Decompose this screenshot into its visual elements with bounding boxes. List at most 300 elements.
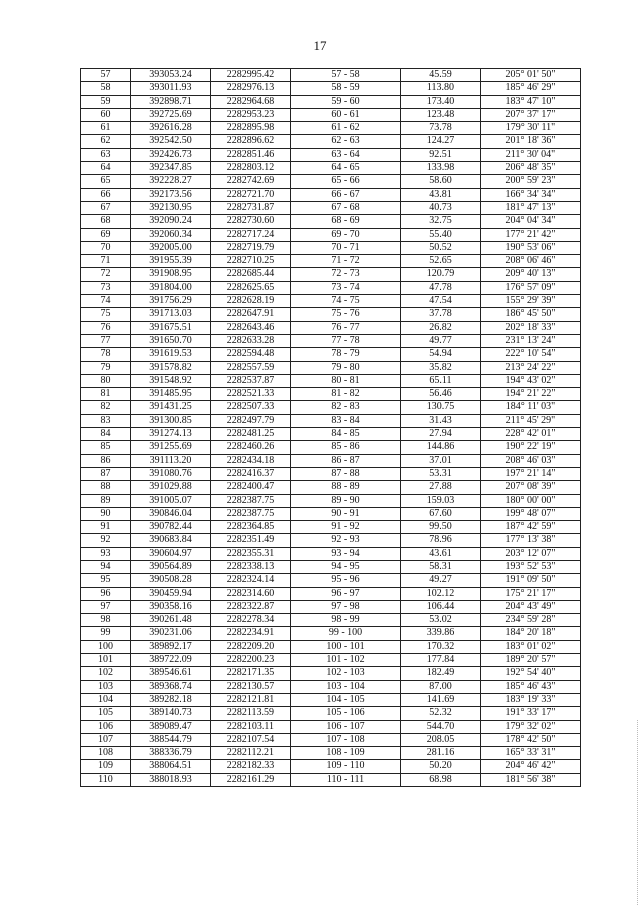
x-coordinate-cell: 389892.17 — [131, 640, 211, 653]
segment-cell: 61 - 62 — [291, 122, 401, 135]
length-cell: 54.94 — [401, 348, 481, 361]
y-coordinate-cell: 2282103.11 — [211, 720, 291, 733]
segment-cell: 104 - 105 — [291, 693, 401, 706]
x-coordinate-cell: 391619.53 — [131, 348, 211, 361]
segment-cell: 72 - 73 — [291, 268, 401, 281]
y-coordinate-cell: 2282130.57 — [211, 680, 291, 693]
length-cell: 130.75 — [401, 401, 481, 414]
length-cell: 55.40 — [401, 228, 481, 241]
point-number-cell: 99 — [81, 627, 131, 640]
y-coordinate-cell: 2282507.33 — [211, 401, 291, 414]
length-cell: 177.84 — [401, 654, 481, 667]
bearing-cell: 194° 21' 22" — [481, 388, 581, 401]
length-cell: 99.50 — [401, 521, 481, 534]
bearing-cell: 203° 12' 07" — [481, 547, 581, 560]
segment-cell: 106 - 107 — [291, 720, 401, 733]
x-coordinate-cell: 391804.00 — [131, 281, 211, 294]
y-coordinate-cell: 2282628.19 — [211, 295, 291, 308]
bearing-cell: 211° 30' 04" — [481, 148, 581, 161]
bearing-cell: 204° 43' 49" — [481, 600, 581, 613]
bearing-cell: 209° 40' 13" — [481, 268, 581, 281]
segment-cell: 110 - 111 — [291, 773, 401, 786]
scan-edge-mark — [635, 720, 638, 905]
y-coordinate-cell: 2282387.75 — [211, 507, 291, 520]
length-cell: 26.82 — [401, 321, 481, 334]
length-cell: 47.78 — [401, 281, 481, 294]
point-number-cell: 77 — [81, 334, 131, 347]
point-number-cell: 86 — [81, 454, 131, 467]
table-row — [81, 401, 581, 414]
segment-cell: 62 - 63 — [291, 135, 401, 148]
bearing-cell: 183° 01' 02" — [481, 640, 581, 653]
length-cell: 52.65 — [401, 255, 481, 268]
table-row — [81, 574, 581, 587]
x-coordinate-cell: 391113.20 — [131, 454, 211, 467]
length-cell: 73.78 — [401, 122, 481, 135]
length-cell: 281.16 — [401, 747, 481, 760]
y-coordinate-cell: 2282742.69 — [211, 175, 291, 188]
segment-cell: 71 - 72 — [291, 255, 401, 268]
y-coordinate-cell: 2282633.28 — [211, 334, 291, 347]
x-coordinate-cell: 391713.03 — [131, 308, 211, 321]
segment-cell: 102 - 103 — [291, 667, 401, 680]
length-cell: 31.43 — [401, 414, 481, 427]
y-coordinate-cell: 2282112.21 — [211, 747, 291, 760]
table-row — [81, 215, 581, 228]
point-number-cell: 101 — [81, 654, 131, 667]
x-coordinate-cell: 392173.56 — [131, 188, 211, 201]
point-number-cell: 88 — [81, 481, 131, 494]
segment-cell: 67 - 68 — [291, 201, 401, 214]
bearing-cell: 211° 45' 29" — [481, 414, 581, 427]
x-coordinate-cell: 389722.09 — [131, 654, 211, 667]
x-coordinate-cell: 391431.25 — [131, 401, 211, 414]
table-row — [81, 374, 581, 387]
y-coordinate-cell: 2282594.48 — [211, 348, 291, 361]
x-coordinate-cell: 391485.95 — [131, 388, 211, 401]
point-number-cell: 102 — [81, 667, 131, 680]
point-number-cell: 60 — [81, 108, 131, 121]
bearing-cell: 206° 48' 35" — [481, 162, 581, 175]
x-coordinate-cell: 391578.82 — [131, 361, 211, 374]
table-row — [81, 560, 581, 573]
y-coordinate-cell: 2282803.12 — [211, 162, 291, 175]
y-coordinate-cell: 2282643.46 — [211, 321, 291, 334]
x-coordinate-cell: 392542.50 — [131, 135, 211, 148]
point-number-cell: 107 — [81, 733, 131, 746]
length-cell: 50.52 — [401, 241, 481, 254]
table-row — [81, 773, 581, 786]
y-coordinate-cell: 2282537.87 — [211, 374, 291, 387]
table-row — [81, 481, 581, 494]
x-coordinate-cell: 391029.88 — [131, 481, 211, 494]
y-coordinate-cell: 2282976.13 — [211, 82, 291, 95]
x-coordinate-cell: 388544.79 — [131, 733, 211, 746]
table-row — [81, 614, 581, 627]
point-number-cell: 69 — [81, 228, 131, 241]
segment-cell: 93 - 94 — [291, 547, 401, 560]
point-number-cell: 97 — [81, 600, 131, 613]
bearing-cell: 200° 59' 23" — [481, 175, 581, 188]
segment-cell: 64 - 65 — [291, 162, 401, 175]
table-row — [81, 122, 581, 135]
table-row — [81, 281, 581, 294]
x-coordinate-cell: 390459.94 — [131, 587, 211, 600]
length-cell: 170.32 — [401, 640, 481, 653]
y-coordinate-cell: 2282964.68 — [211, 95, 291, 108]
point-number-cell: 103 — [81, 680, 131, 693]
length-cell: 141.69 — [401, 693, 481, 706]
y-coordinate-cell: 2282364.85 — [211, 521, 291, 534]
segment-cell: 103 - 104 — [291, 680, 401, 693]
segment-cell: 75 - 76 — [291, 308, 401, 321]
x-coordinate-cell: 391756.29 — [131, 295, 211, 308]
bearing-cell: 175° 21' 17" — [481, 587, 581, 600]
point-number-cell: 94 — [81, 560, 131, 573]
bearing-cell: 191° 33' 17" — [481, 707, 581, 720]
table-row — [81, 414, 581, 427]
point-number-cell: 104 — [81, 693, 131, 706]
bearing-cell: 184° 20' 18" — [481, 627, 581, 640]
table-row — [81, 255, 581, 268]
segment-cell: 90 - 91 — [291, 507, 401, 520]
x-coordinate-cell: 391650.70 — [131, 334, 211, 347]
x-coordinate-cell: 391255.69 — [131, 441, 211, 454]
table-row — [81, 693, 581, 706]
bearing-cell: 207° 08' 39" — [481, 481, 581, 494]
x-coordinate-cell: 391955.39 — [131, 255, 211, 268]
x-coordinate-cell: 389140.73 — [131, 707, 211, 720]
point-number-cell: 64 — [81, 162, 131, 175]
bearing-cell: 181° 56' 38" — [481, 773, 581, 786]
length-cell: 27.88 — [401, 481, 481, 494]
length-cell: 56.46 — [401, 388, 481, 401]
point-number-cell: 67 — [81, 201, 131, 214]
point-number-cell: 110 — [81, 773, 131, 786]
segment-cell: 108 - 109 — [291, 747, 401, 760]
point-number-cell: 68 — [81, 215, 131, 228]
bearing-cell: 184° 11' 03" — [481, 401, 581, 414]
length-cell: 43.61 — [401, 547, 481, 560]
bearing-cell: 166° 34' 34" — [481, 188, 581, 201]
bearing-cell: 208° 46' 03" — [481, 454, 581, 467]
bearing-cell: 155° 29' 39" — [481, 295, 581, 308]
y-coordinate-cell: 2282416.37 — [211, 467, 291, 480]
length-cell: 49.27 — [401, 574, 481, 587]
segment-cell: 105 - 106 — [291, 707, 401, 720]
length-cell: 53.31 — [401, 467, 481, 480]
x-coordinate-cell: 389089.47 — [131, 720, 211, 733]
segment-cell: 81 - 82 — [291, 388, 401, 401]
segment-cell: 60 - 61 — [291, 108, 401, 121]
length-cell: 53.02 — [401, 614, 481, 627]
page-number: 17 — [313, 38, 327, 53]
bearing-cell: 231° 13' 24" — [481, 334, 581, 347]
point-number-cell: 74 — [81, 295, 131, 308]
segment-cell: 92 - 93 — [291, 534, 401, 547]
y-coordinate-cell: 2282685.44 — [211, 268, 291, 281]
length-cell: 52.32 — [401, 707, 481, 720]
table-row — [81, 162, 581, 175]
bearing-cell: 176° 57' 09" — [481, 281, 581, 294]
y-coordinate-cell: 2282557.59 — [211, 361, 291, 374]
bearing-cell: 183° 19' 33" — [481, 693, 581, 706]
point-number-cell: 57 — [81, 69, 131, 82]
segment-cell: 100 - 101 — [291, 640, 401, 653]
x-coordinate-cell: 389282.18 — [131, 693, 211, 706]
segment-cell: 58 - 59 — [291, 82, 401, 95]
y-coordinate-cell: 2282400.47 — [211, 481, 291, 494]
bearing-cell: 186° 45' 50" — [481, 308, 581, 321]
bearing-cell: 187° 42' 59" — [481, 521, 581, 534]
bearing-cell: 202° 18' 33" — [481, 321, 581, 334]
bearing-cell: 185° 46' 43" — [481, 680, 581, 693]
bearing-cell: 193° 52' 53" — [481, 560, 581, 573]
x-coordinate-cell: 391548.92 — [131, 374, 211, 387]
y-coordinate-cell: 2282324.14 — [211, 574, 291, 587]
point-number-cell: 82 — [81, 401, 131, 414]
y-coordinate-cell: 2282710.25 — [211, 255, 291, 268]
point-number-cell: 108 — [81, 747, 131, 760]
length-cell: 35.82 — [401, 361, 481, 374]
table-row — [81, 733, 581, 746]
point-number-cell: 96 — [81, 587, 131, 600]
length-cell: 102.12 — [401, 587, 481, 600]
length-cell: 27.94 — [401, 428, 481, 441]
point-number-cell: 76 — [81, 321, 131, 334]
coordinates-table — [80, 68, 581, 787]
point-number-cell: 89 — [81, 494, 131, 507]
table-row — [81, 534, 581, 547]
segment-cell: 65 - 66 — [291, 175, 401, 188]
table-row — [81, 188, 581, 201]
point-number-cell: 73 — [81, 281, 131, 294]
segment-cell: 97 - 98 — [291, 600, 401, 613]
y-coordinate-cell: 2282278.34 — [211, 614, 291, 627]
y-coordinate-cell: 2282209.20 — [211, 640, 291, 653]
point-number-cell: 78 — [81, 348, 131, 361]
bearing-cell: 189° 20' 57" — [481, 654, 581, 667]
bearing-cell: 190° 53' 06" — [481, 241, 581, 254]
segment-cell: 66 - 67 — [291, 188, 401, 201]
y-coordinate-cell: 2282953.23 — [211, 108, 291, 121]
segment-cell: 85 - 86 — [291, 441, 401, 454]
table-row — [81, 295, 581, 308]
point-number-cell: 105 — [81, 707, 131, 720]
point-number-cell: 63 — [81, 148, 131, 161]
table-row — [81, 467, 581, 480]
table-row — [81, 640, 581, 653]
table-row — [81, 428, 581, 441]
point-number-cell: 75 — [81, 308, 131, 321]
point-number-cell: 80 — [81, 374, 131, 387]
x-coordinate-cell: 392898.71 — [131, 95, 211, 108]
bearing-cell: 180° 00' 00" — [481, 494, 581, 507]
length-cell: 92.51 — [401, 148, 481, 161]
x-coordinate-cell: 392616.28 — [131, 122, 211, 135]
x-coordinate-cell: 391300.85 — [131, 414, 211, 427]
bearing-cell: 199° 48' 07" — [481, 507, 581, 520]
y-coordinate-cell: 2282355.31 — [211, 547, 291, 560]
x-coordinate-cell: 389546.61 — [131, 667, 211, 680]
point-number-cell: 81 — [81, 388, 131, 401]
x-coordinate-cell: 390782.44 — [131, 521, 211, 534]
table-row — [81, 627, 581, 640]
length-cell: 49.77 — [401, 334, 481, 347]
table-row — [81, 707, 581, 720]
length-cell: 124.27 — [401, 135, 481, 148]
length-cell: 173.40 — [401, 95, 481, 108]
bearing-cell: 194° 43' 02" — [481, 374, 581, 387]
segment-cell: 83 - 84 — [291, 414, 401, 427]
bearing-cell: 179° 30' 11" — [481, 122, 581, 135]
bearing-cell: 197° 21' 14" — [481, 467, 581, 480]
table-row — [81, 747, 581, 760]
x-coordinate-cell: 388018.93 — [131, 773, 211, 786]
bearing-cell: 190° 22' 19" — [481, 441, 581, 454]
y-coordinate-cell: 2282995.42 — [211, 69, 291, 82]
x-coordinate-cell: 388064.51 — [131, 760, 211, 773]
bearing-cell: 222° 10' 54" — [481, 348, 581, 361]
length-cell: 113.80 — [401, 82, 481, 95]
y-coordinate-cell: 2282434.18 — [211, 454, 291, 467]
point-number-cell: 106 — [81, 720, 131, 733]
segment-cell: 87 - 88 — [291, 467, 401, 480]
bearing-cell: 204° 46' 42" — [481, 760, 581, 773]
table-row — [81, 228, 581, 241]
point-number-cell: 66 — [81, 188, 131, 201]
table-row — [81, 148, 581, 161]
table-row — [81, 454, 581, 467]
x-coordinate-cell: 391005.07 — [131, 494, 211, 507]
length-cell: 47.54 — [401, 295, 481, 308]
bearing-cell: 177° 21' 42" — [481, 228, 581, 241]
segment-cell: 82 - 83 — [291, 401, 401, 414]
segment-cell: 80 - 81 — [291, 374, 401, 387]
length-cell: 37.01 — [401, 454, 481, 467]
length-cell: 106.44 — [401, 600, 481, 613]
bearing-cell: 205° 01' 50" — [481, 69, 581, 82]
y-coordinate-cell: 2282647.91 — [211, 308, 291, 321]
x-coordinate-cell: 392725.69 — [131, 108, 211, 121]
segment-cell: 89 - 90 — [291, 494, 401, 507]
x-coordinate-cell: 391908.95 — [131, 268, 211, 281]
y-coordinate-cell: 2282200.23 — [211, 654, 291, 667]
y-coordinate-cell: 2282719.79 — [211, 241, 291, 254]
bearing-cell: 165° 33' 31" — [481, 747, 581, 760]
point-number-cell: 65 — [81, 175, 131, 188]
segment-cell: 59 - 60 — [291, 95, 401, 108]
bearing-cell: 185° 46' 29" — [481, 82, 581, 95]
length-cell: 65.11 — [401, 374, 481, 387]
length-cell: 58.60 — [401, 175, 481, 188]
point-number-cell: 61 — [81, 122, 131, 135]
segment-cell: 63 - 64 — [291, 148, 401, 161]
y-coordinate-cell: 2282730.60 — [211, 215, 291, 228]
table-row — [81, 600, 581, 613]
table-row — [81, 720, 581, 733]
y-coordinate-cell: 2282161.29 — [211, 773, 291, 786]
table-row — [81, 108, 581, 121]
x-coordinate-cell: 388336.79 — [131, 747, 211, 760]
y-coordinate-cell: 2282182.33 — [211, 760, 291, 773]
segment-cell: 74 - 75 — [291, 295, 401, 308]
point-number-cell: 83 — [81, 414, 131, 427]
x-coordinate-cell: 393053.24 — [131, 69, 211, 82]
length-cell: 37.78 — [401, 308, 481, 321]
y-coordinate-cell: 2282322.87 — [211, 600, 291, 613]
x-coordinate-cell: 392005.00 — [131, 241, 211, 254]
y-coordinate-cell: 2282121.81 — [211, 693, 291, 706]
segment-cell: 76 - 77 — [291, 321, 401, 334]
y-coordinate-cell: 2282521.33 — [211, 388, 291, 401]
segment-cell: 101 - 102 — [291, 654, 401, 667]
y-coordinate-cell: 2282338.13 — [211, 560, 291, 573]
x-coordinate-cell: 392130.95 — [131, 201, 211, 214]
table-row — [81, 201, 581, 214]
length-cell: 40.73 — [401, 201, 481, 214]
segment-cell: 73 - 74 — [291, 281, 401, 294]
table-row — [81, 175, 581, 188]
y-coordinate-cell: 2282721.70 — [211, 188, 291, 201]
table-row — [81, 69, 581, 82]
segment-cell: 77 - 78 — [291, 334, 401, 347]
point-number-cell: 59 — [81, 95, 131, 108]
bearing-cell: 177° 13' 38" — [481, 534, 581, 547]
table-row — [81, 654, 581, 667]
y-coordinate-cell: 2282481.25 — [211, 428, 291, 441]
length-cell: 159.03 — [401, 494, 481, 507]
bearing-cell: 178° 42' 50" — [481, 733, 581, 746]
length-cell: 58.31 — [401, 560, 481, 573]
x-coordinate-cell: 391675.51 — [131, 321, 211, 334]
x-coordinate-cell: 390231.06 — [131, 627, 211, 640]
segment-cell: 109 - 110 — [291, 760, 401, 773]
table-row — [81, 521, 581, 534]
table-row — [81, 547, 581, 560]
y-coordinate-cell: 2282731.87 — [211, 201, 291, 214]
x-coordinate-cell: 390261.48 — [131, 614, 211, 627]
segment-cell: 95 - 96 — [291, 574, 401, 587]
table-row — [81, 760, 581, 773]
y-coordinate-cell: 2282460.26 — [211, 441, 291, 454]
y-coordinate-cell: 2282171.35 — [211, 667, 291, 680]
y-coordinate-cell: 2282896.62 — [211, 135, 291, 148]
bearing-cell: 183° 47' 10" — [481, 95, 581, 108]
y-coordinate-cell: 2282625.65 — [211, 281, 291, 294]
table-row — [81, 268, 581, 281]
table-row — [81, 348, 581, 361]
point-number-cell: 98 — [81, 614, 131, 627]
x-coordinate-cell: 393011.93 — [131, 82, 211, 95]
table-row — [81, 507, 581, 520]
table-row — [81, 334, 581, 347]
x-coordinate-cell: 390604.97 — [131, 547, 211, 560]
x-coordinate-cell: 390846.04 — [131, 507, 211, 520]
segment-cell: 57 - 58 — [291, 69, 401, 82]
bearing-cell: 213° 24' 22" — [481, 361, 581, 374]
length-cell: 43.81 — [401, 188, 481, 201]
point-number-cell: 85 — [81, 441, 131, 454]
table-row — [81, 441, 581, 454]
length-cell: 67.60 — [401, 507, 481, 520]
length-cell: 87.00 — [401, 680, 481, 693]
point-number-cell: 100 — [81, 640, 131, 653]
segment-cell: 86 - 87 — [291, 454, 401, 467]
length-cell: 123.48 — [401, 108, 481, 121]
point-number-cell: 87 — [81, 467, 131, 480]
coordinates-table-body — [81, 69, 581, 787]
